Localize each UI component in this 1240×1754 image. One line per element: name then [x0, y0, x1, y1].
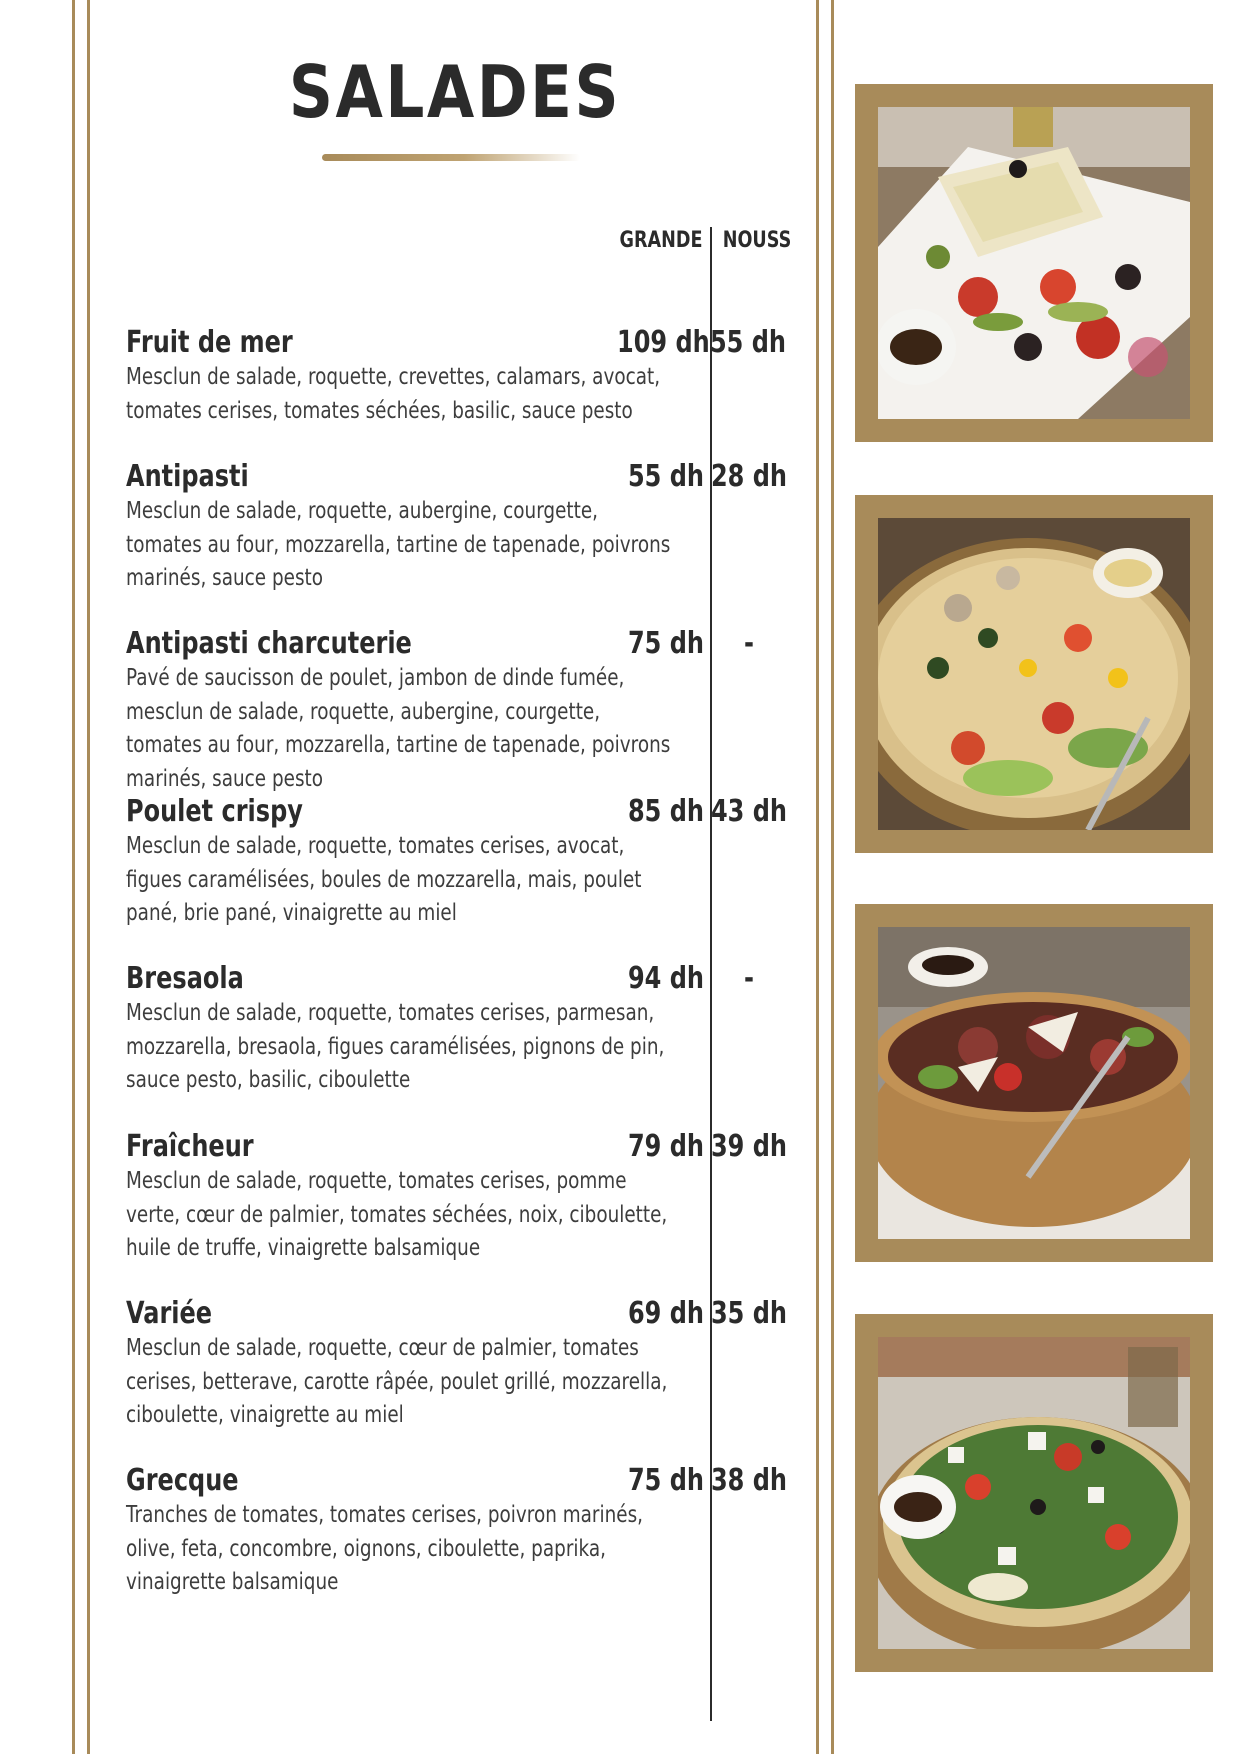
title-underline-brush	[322, 154, 580, 161]
price-grande: 85 dh	[627, 794, 705, 829]
item-name: Fraîcheur	[126, 1129, 254, 1164]
price-nouss: 43 dh	[710, 794, 788, 829]
price-nouss: 35 dh	[710, 1296, 788, 1331]
menu-item	[126, 794, 646, 931]
price-nouss: 39 dh	[710, 1129, 788, 1164]
item-name: Bresaola	[126, 961, 244, 996]
price-nouss: -	[744, 626, 754, 661]
photo-frame	[855, 904, 1213, 1262]
item-name: Variée	[126, 1296, 213, 1331]
item-name: Fruit de mer	[126, 325, 293, 360]
salad-photo-grecque	[878, 1337, 1190, 1649]
price-grande: 55 dh	[627, 459, 705, 494]
item-description: Mesclun de salade, roquette, tomates cerises, avocat, figues caramélisées, boules de mozzarella, mais, poulet pané, brie pané, vinaigrette au miel	[126, 833, 642, 926]
item-name: Grecque	[126, 1463, 239, 1498]
menu-item	[126, 325, 661, 428]
price-nouss: 28 dh	[710, 459, 788, 494]
price-nouss: -	[744, 961, 754, 996]
price-grande: 75 dh	[627, 626, 705, 661]
item-description: Mesclun de salade, roquette, tomates cerises, pomme verte, cœur de palmier, tomates séchées, noix, ciboulette, huile de truffe, vinaigrette balsamique	[126, 1168, 668, 1261]
salad-photo-pizza-salad	[878, 518, 1190, 830]
item-name: Poulet crispy	[126, 794, 303, 829]
price-grande: 94 dh	[627, 961, 705, 996]
salad-photo-bresaola-bowl	[878, 927, 1190, 1239]
item-name: Antipasti	[126, 459, 249, 494]
price-nouss: 38 dh	[710, 1463, 788, 1498]
item-description: Mesclun de salade, roquette, aubergine, courgette, tomates au four, mozzarella, tartine de tapenade, poivrons marinés, sauce pesto	[126, 498, 671, 591]
photo-frame	[855, 495, 1213, 853]
salad-photo-feta-platter	[878, 107, 1190, 419]
left-inner-border-line	[87, 0, 90, 1754]
left-border-line	[72, 0, 75, 1754]
menu-item	[126, 961, 665, 1098]
item-description: Pavé de saucisson de poulet, jambon de dinde fumée, mesclun de salade, roquette, aubergine, courgette, tomates au four, mozzarella, tartine de tapenade, poivrons marinés, sauce pesto	[126, 665, 671, 792]
menu-item	[126, 1463, 646, 1600]
item-description: Mesclun de salade, roquette, cœur de palmier, tomates cerises, betterave, carotte râpée, poulet grillé, mozzarella, ciboulette, vinaigrette au miel	[126, 1335, 668, 1428]
price-grande: 75 dh	[627, 1463, 705, 1498]
price-grande: 79 dh	[627, 1129, 705, 1164]
item-name: Antipasti charcuterie	[126, 626, 412, 661]
item-description: Mesclun de salade, roquette, crevettes, calamars, avocat, tomates cerises, tomates séchées, basilic, sauce pesto	[126, 364, 661, 424]
page-title: SALADES	[288, 50, 622, 134]
item-description: Mesclun de salade, roquette, tomates cerises, parmesan, mozzarella, bresaola, figues caramélisées, pignons de pin, sauce pesto, basilic, ciboulette	[126, 1000, 665, 1093]
item-description: Tranches de tomates, tomates cerises, poivron marinés, olive, feta, concombre, oignons, ciboulette, paprika, vinaigrette balsamique	[126, 1502, 644, 1595]
price-grande: 109 dh	[617, 325, 710, 360]
center-inner-border-line	[831, 0, 834, 1754]
price-grande: 69 dh	[627, 1296, 705, 1331]
center-border-line	[816, 0, 819, 1754]
price-nouss: 55 dh	[709, 325, 787, 360]
photo-frame	[855, 1314, 1213, 1672]
column-header-grande: GRANDE	[619, 228, 703, 253]
column-header-nouss: NOUSS	[722, 228, 792, 253]
photo-frame	[855, 84, 1213, 442]
